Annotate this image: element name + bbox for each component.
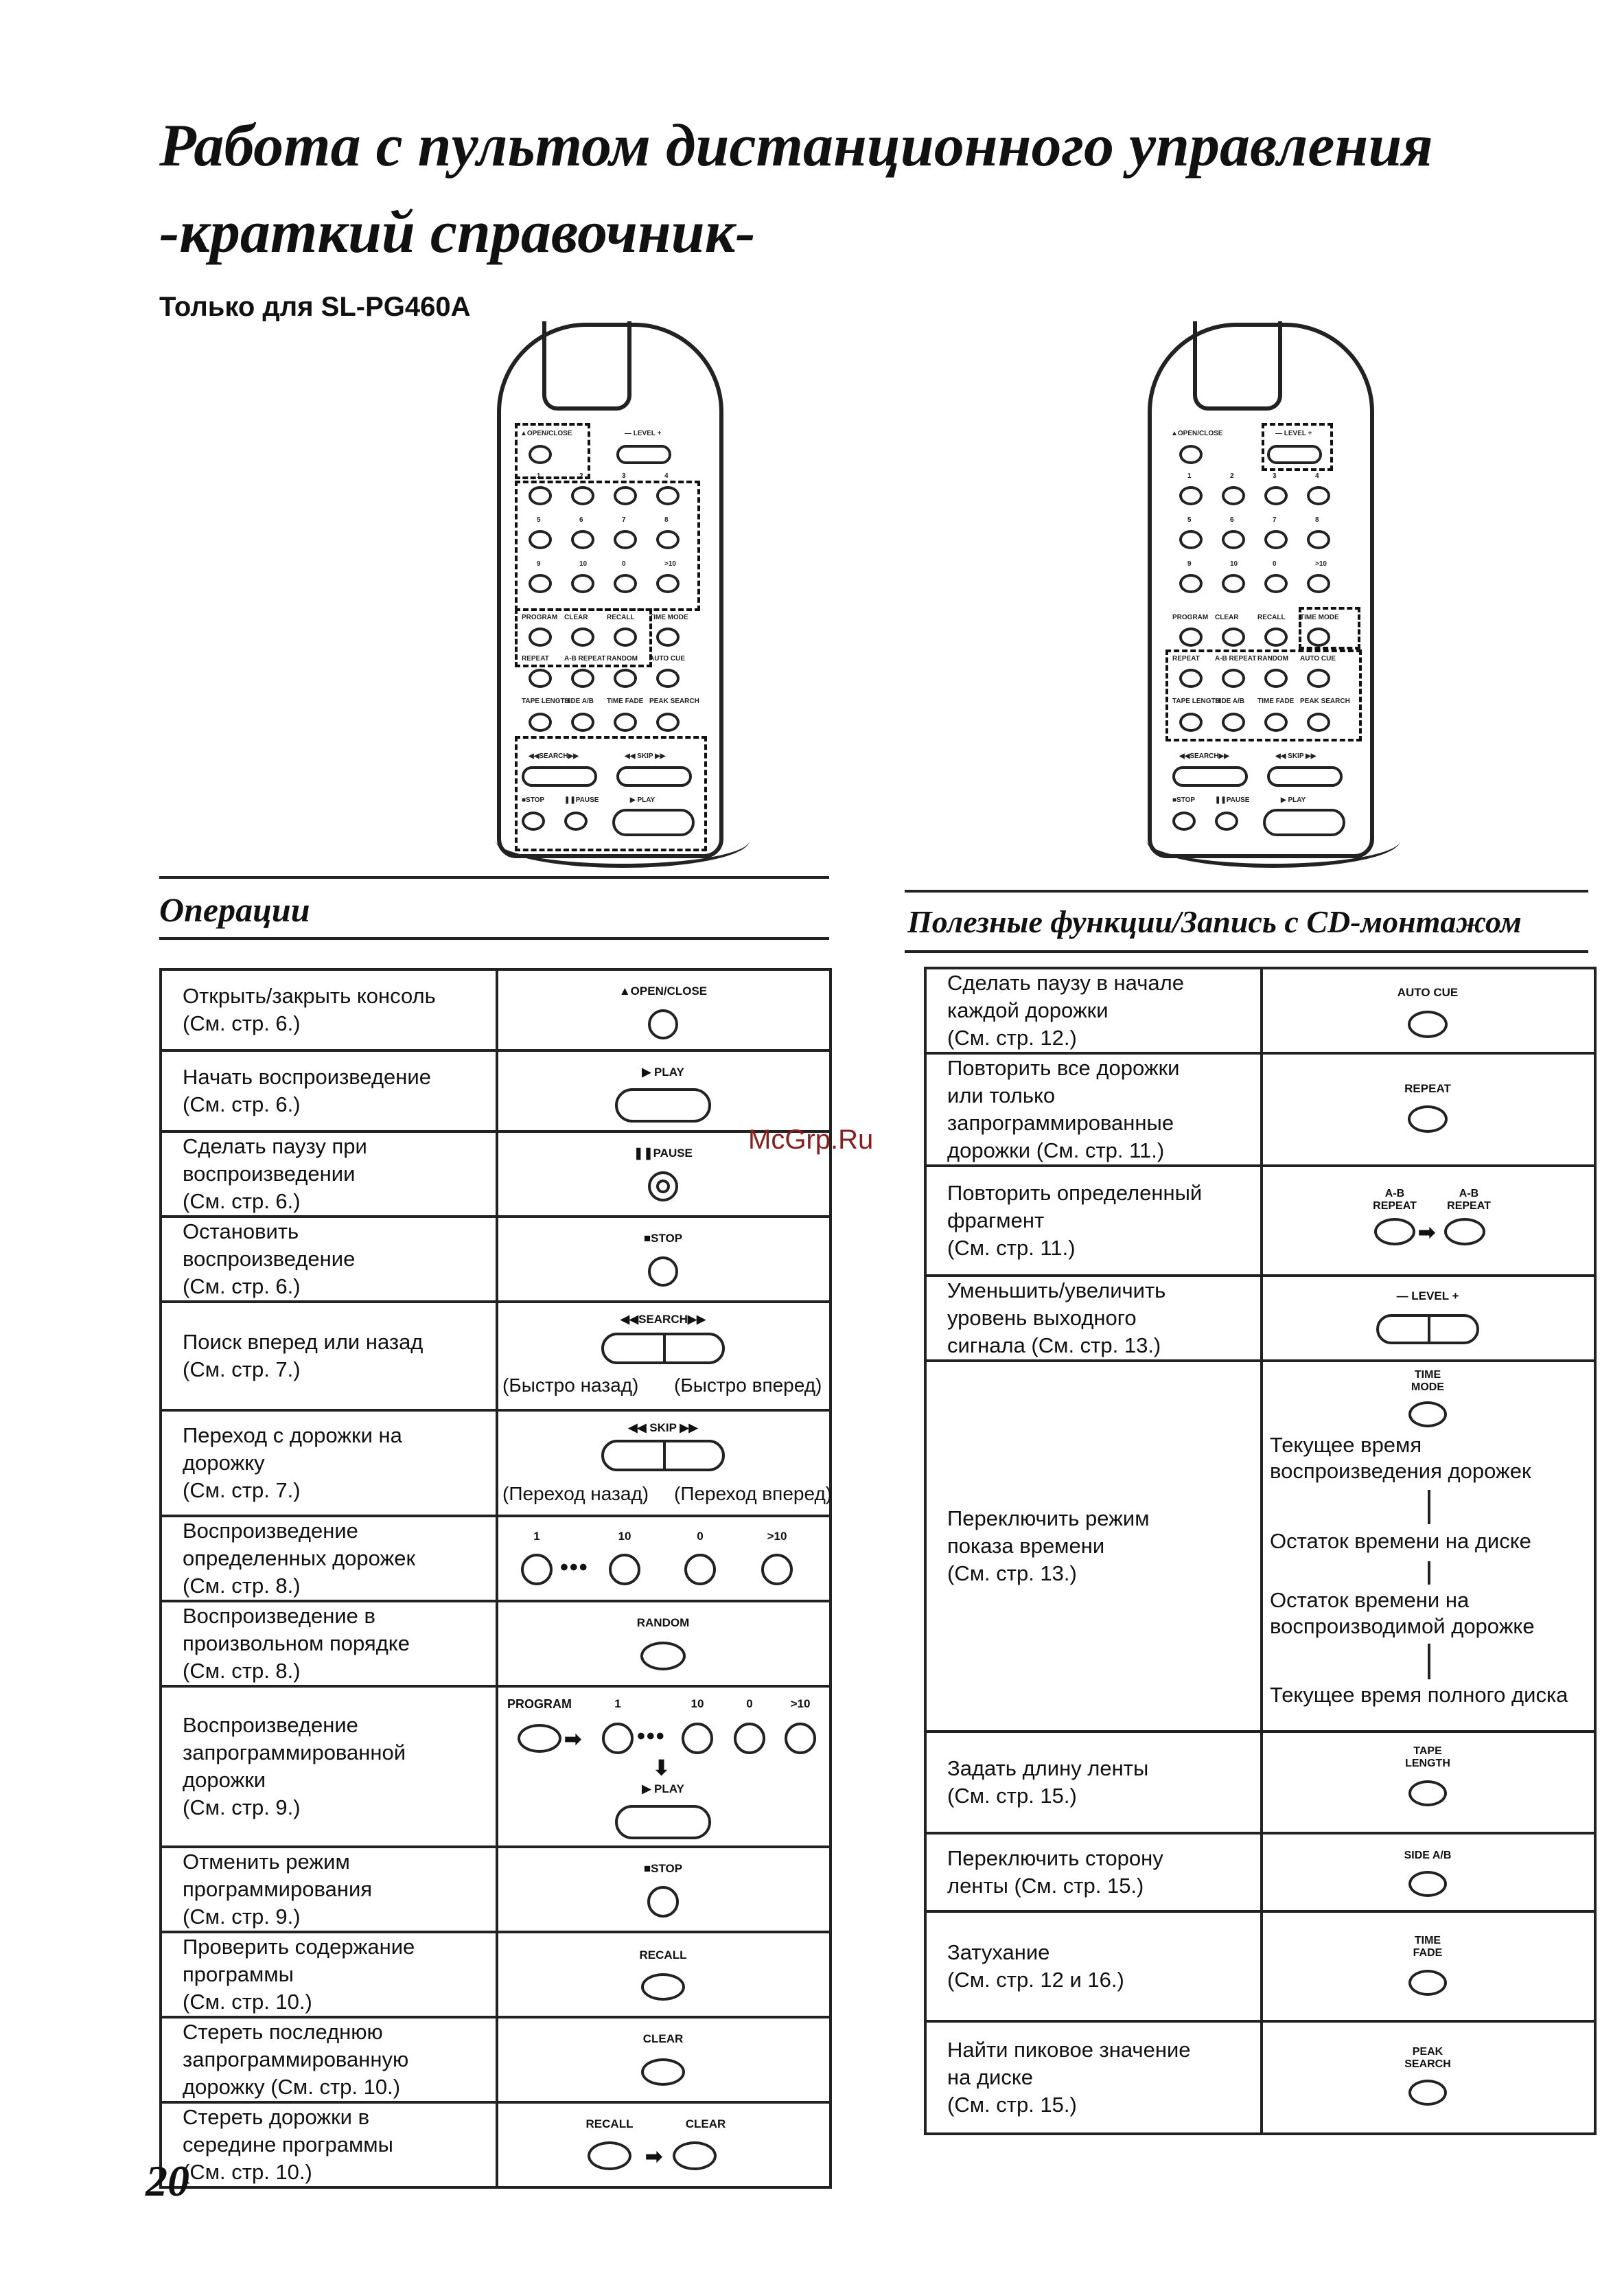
table-row xyxy=(925,1833,1595,1911)
remote-label-program: PROGRAM xyxy=(1172,614,1209,621)
divider xyxy=(159,876,829,879)
button-symbol-cell xyxy=(1262,1053,1595,1166)
button-symbol-cell xyxy=(497,1302,831,1410)
table-row xyxy=(161,2017,831,2102)
time-mode-button-icon xyxy=(1408,1401,1447,1427)
remote-button xyxy=(1307,530,1330,549)
button-label: REPEAT xyxy=(1404,1082,1451,1095)
operation-description: Остановить воспроизведение (См. стр. 6.) xyxy=(161,1217,497,1302)
remote-label-pause: ❚❚PAUSE xyxy=(564,796,599,804)
button-symbol-cell xyxy=(1262,1361,1595,1732)
remote-button xyxy=(571,669,594,688)
remote-illustration-left xyxy=(497,323,723,858)
title-line-2: -краткий справочник- xyxy=(159,199,756,266)
remote-label-n6: 6 xyxy=(579,516,583,524)
mode-arrow-line xyxy=(1428,1644,1430,1679)
remote-label-n2: 2 xyxy=(579,472,583,480)
remote-label-n9: 9 xyxy=(1187,560,1192,568)
number-button-icon xyxy=(602,1723,634,1754)
button-symbol-cell xyxy=(1262,1911,1595,2021)
ellipsis: ••• xyxy=(637,1723,666,1749)
mode-arrow-line xyxy=(1428,1490,1430,1524)
remote-label-skip: ◀◀ SKIP ▶▶ xyxy=(625,752,666,760)
remote-button xyxy=(1264,530,1288,549)
remote-label-play: ▶ PLAY xyxy=(630,796,656,804)
remote-label-random: RANDOM xyxy=(607,655,638,663)
remote-label-n_gt10: >10 xyxy=(664,560,676,568)
operation-description: Сделать паузу в начале каждой дорожки (См. стр. 12.) xyxy=(925,968,1262,1053)
remote-label-clear: CLEAR xyxy=(1215,614,1239,621)
remote-label-repeat: REPEAT xyxy=(1172,655,1200,663)
number-button-label: 1 xyxy=(614,1697,621,1710)
button-divider xyxy=(663,1334,666,1363)
remote-button xyxy=(1307,574,1330,593)
remote-label-n7: 7 xyxy=(622,516,626,524)
remote-label-n6: 6 xyxy=(1230,516,1234,524)
button-label: ■STOP xyxy=(643,1862,683,1875)
remote-label-n8: 8 xyxy=(1315,516,1319,524)
page-number: 20 xyxy=(146,2156,189,2205)
remote-label-time_mode: TIME MODE xyxy=(1300,614,1339,621)
arrow-down: ⬇ xyxy=(653,1757,671,1780)
remote-label-peak_search: PEAK SEARCH xyxy=(1300,698,1350,705)
remote-label-n1: 1 xyxy=(537,472,541,480)
operation-description: Отменить режим программирования (См. стр. 9.) xyxy=(161,1847,497,1932)
remote-label-n9: 9 xyxy=(537,560,541,568)
button-label: ■STOP xyxy=(643,1232,683,1245)
operation-description: Стереть последнюю запрограммированную дорожку (См. стр. 10.) xyxy=(161,2017,497,2102)
remote-label-n3: 3 xyxy=(1273,472,1277,480)
remote-label-stop: ■STOP xyxy=(1172,796,1196,804)
mode-disc-remaining: Остаток времени на диске xyxy=(1270,1529,1531,1553)
remote-level-button xyxy=(616,445,671,464)
table-row xyxy=(925,968,1595,1053)
operation-description: Воспроизведение в произвольном порядке (См. стр. 8.) xyxy=(161,1601,497,1686)
remote-button xyxy=(1222,574,1245,593)
button-symbol-cell xyxy=(497,1410,831,1516)
operation-description: Задать длину ленты (См. стр. 15.) xyxy=(925,1732,1262,1833)
remote-highlight-box xyxy=(1262,423,1333,471)
operation-description: Найти пиковое значение на диске (См. стр. 15.) xyxy=(925,2021,1262,2134)
caption-fast-back: (Быстро назад) xyxy=(502,1374,639,1396)
remote-label-n5: 5 xyxy=(537,516,541,524)
useful-heading: Полезные функции/Запись с CD-монтажом xyxy=(907,904,1522,939)
remote-label-n2: 2 xyxy=(1230,472,1234,480)
operation-description: Начать воспроизведение (См. стр. 6.) xyxy=(161,1050,497,1131)
mode-arrow-line xyxy=(1428,1561,1430,1585)
operation-description: Переключить режим показа времени (См. стр. 13.) xyxy=(925,1361,1262,1732)
remote-label-random: RANDOM xyxy=(1257,655,1288,663)
operation-description: Повторить определенный фрагмент (См. стр. 11.) xyxy=(925,1166,1262,1276)
table-row xyxy=(161,1686,831,1847)
remote-button xyxy=(1179,445,1203,464)
play-button-icon xyxy=(615,1805,711,1839)
remote-label-tape_length: TAPE LENGTH xyxy=(522,698,570,705)
remote-illustration-right xyxy=(1148,323,1374,858)
remote-label-n5: 5 xyxy=(1187,516,1192,524)
button-label: ❚❚PAUSE xyxy=(634,1147,693,1160)
play-button-icon xyxy=(615,1088,711,1123)
remote-label-side_ab: SIDE A/B xyxy=(1215,698,1244,705)
number-button-icon xyxy=(761,1554,793,1585)
remote-label-n7: 7 xyxy=(1273,516,1277,524)
operation-description: Воспроизведение запрограммированной дорожки (См. стр. 9.) xyxy=(161,1686,497,1847)
table-row xyxy=(925,1276,1595,1361)
button-label: ◀◀SEARCH▶▶ xyxy=(620,1313,706,1326)
remote-label-n4: 4 xyxy=(1315,472,1319,480)
skip-button-icon xyxy=(601,1440,725,1471)
recall-button-icon xyxy=(588,2141,631,2170)
operation-description: Повторить все дорожки или только запрограммированные дорожки (См. стр. 11.) xyxy=(925,1053,1262,1166)
button-divider xyxy=(1428,1315,1430,1343)
peak-search-label: PEAK SEARCH xyxy=(1404,2046,1451,2070)
number-button-label: >10 xyxy=(767,1530,787,1543)
button-symbol-cell xyxy=(497,1601,831,1686)
arrow-right: ➡ xyxy=(645,2146,663,2168)
side-ab-label: SIDE A/B xyxy=(1404,1850,1452,1861)
table-row xyxy=(161,1932,831,2017)
remote-button xyxy=(1179,574,1203,593)
divider xyxy=(159,937,829,940)
clear-button-icon xyxy=(673,2141,717,2170)
button-label: ▶ PLAY xyxy=(642,1066,684,1079)
ab-repeat-label: A-B REPEAT xyxy=(1447,1188,1491,1212)
button-symbol-cell xyxy=(1262,1276,1595,1361)
clear-button-icon xyxy=(641,2058,685,2086)
operation-description: Проверить содержание программы (См. стр. 10.) xyxy=(161,1932,497,2017)
remote-label-side_ab: SIDE A/B xyxy=(564,698,594,705)
remote-label-auto_cue: AUTO CUE xyxy=(649,655,686,663)
remote-button xyxy=(656,628,680,647)
side-ab-button-icon xyxy=(1408,1871,1447,1897)
useful-functions-table xyxy=(924,967,1597,2135)
time-mode-label: TIME MODE xyxy=(1411,1369,1444,1393)
caption-fast-forward: (Быстро вперед) xyxy=(674,1374,822,1396)
operation-description: Воспроизведение определенных дорожек (См. стр. 8.) xyxy=(161,1516,497,1601)
number-button-icon xyxy=(521,1554,553,1585)
remote-highlight-box xyxy=(515,608,652,667)
divider xyxy=(905,950,1588,953)
repeat-button-icon xyxy=(1408,1105,1448,1133)
remote-label-skip: ◀◀ SKIP ▶▶ xyxy=(1275,752,1316,760)
table-row xyxy=(161,1131,831,1217)
button-label: ▶ PLAY xyxy=(642,1782,684,1795)
remote-button xyxy=(1222,486,1245,505)
remote-button xyxy=(529,713,552,732)
table-row xyxy=(161,2102,831,2187)
remote-button xyxy=(1222,628,1245,647)
remote-button xyxy=(529,669,552,688)
number-button-label: 10 xyxy=(618,1530,631,1543)
button-label: RECALL xyxy=(639,1948,687,1962)
remote-label-ab_repeat: A-B REPEAT xyxy=(1215,655,1257,663)
remote-button xyxy=(614,713,637,732)
number-button-label: 10 xyxy=(691,1697,704,1710)
button-label: RECALL xyxy=(585,2117,634,2130)
caption-skip-forward: (Переход вперед) xyxy=(674,1483,833,1504)
remote-button xyxy=(1264,574,1288,593)
remote-label-auto_cue: AUTO CUE xyxy=(1300,655,1336,663)
remote-label-open_close: ▲OPEN/CLOSE xyxy=(520,430,572,437)
remote-label-n3: 3 xyxy=(622,472,626,480)
remote-label-stop: ■STOP xyxy=(522,796,545,804)
button-divider xyxy=(663,1441,666,1470)
remote-label-clear: CLEAR xyxy=(564,614,588,621)
operation-description: Открыть/закрыть консоль (См. стр. 6.) xyxy=(161,969,497,1050)
remote-button xyxy=(1307,486,1330,505)
remote-button xyxy=(1264,628,1288,647)
remote-button xyxy=(656,713,680,732)
table-row xyxy=(161,1217,831,1302)
remote-label-n8: 8 xyxy=(664,516,669,524)
remote-button xyxy=(1179,530,1203,549)
remote-label-open_close: ▲OPEN/CLOSE xyxy=(1171,430,1223,437)
remote-button xyxy=(614,669,637,688)
operation-description: Стереть дорожки в середине программы (См. стр. 10.) xyxy=(161,2102,497,2187)
button-symbol-cell xyxy=(497,1516,831,1601)
ellipsis: ••• xyxy=(560,1554,589,1580)
remote-label-n_gt10: >10 xyxy=(1315,560,1327,568)
pause-button-icon xyxy=(648,1171,678,1201)
button-symbol-cell xyxy=(1262,968,1595,1053)
button-symbol-cell xyxy=(497,1686,831,1847)
tape-length-button-icon xyxy=(1408,1780,1447,1806)
remote-play-button xyxy=(1263,809,1345,836)
number-button-icon xyxy=(682,1723,713,1754)
remote-button xyxy=(1179,486,1203,505)
auto-cue-button-icon xyxy=(1408,1011,1448,1038)
operation-description: Затухание (См. стр. 12 и 16.) xyxy=(925,1911,1262,2021)
button-symbol-cell xyxy=(497,2102,831,2187)
remote-label-n0: 0 xyxy=(1273,560,1277,568)
random-button-icon xyxy=(640,1642,686,1670)
ab-repeat-button-icon xyxy=(1374,1218,1415,1245)
remote-button xyxy=(656,669,680,688)
remote-search-button xyxy=(1172,766,1248,787)
watermark: McGrp.Ru xyxy=(748,1125,874,1155)
table-row xyxy=(925,2021,1595,2134)
operations-heading: Операции xyxy=(159,890,310,929)
button-label: RANDOM xyxy=(636,1616,690,1629)
mode-current-track: Текущее время воспроизведения дорожек xyxy=(1270,1433,1531,1483)
remote-label-ab_repeat: A-B REPEAT xyxy=(564,655,606,663)
remote-label-time_fade: TIME FADE xyxy=(1257,698,1295,705)
ab-repeat-button-icon xyxy=(1444,1218,1485,1245)
remote-label-recall: RECALL xyxy=(607,614,635,621)
operations-table xyxy=(159,968,832,2189)
button-label: CLEAR xyxy=(685,2117,726,2130)
operation-description: Уменьшить/увеличить уровень выходного сигнала (См. стр. 13.) xyxy=(925,1276,1262,1361)
remote-highlight-box xyxy=(515,481,700,611)
number-button-icon xyxy=(609,1554,640,1585)
program-button-icon xyxy=(518,1724,561,1753)
button-symbol-cell xyxy=(1262,1732,1595,1833)
button-symbol-cell xyxy=(1262,1833,1595,1911)
time-fade-label: TIME FADE xyxy=(1413,1935,1443,1959)
button-symbol-cell xyxy=(497,2017,831,2102)
button-symbol-cell xyxy=(497,1932,831,2017)
table-row xyxy=(925,1911,1595,2021)
model-subtitle: Только для SL-PG460A xyxy=(159,292,471,322)
number-button-label: 0 xyxy=(746,1697,753,1710)
remote-label-n1: 1 xyxy=(1187,472,1192,480)
number-button-label: 1 xyxy=(533,1530,540,1543)
table-row xyxy=(161,1050,831,1131)
time-fade-button-icon xyxy=(1408,1970,1447,1996)
remote-label-search: ◀◀SEARCH▶▶ xyxy=(1179,752,1229,760)
recall-button-icon xyxy=(641,1973,685,2001)
remote-highlight-box xyxy=(515,423,590,479)
arrow-right: ➡ xyxy=(1418,1221,1436,1244)
operation-description: Сделать паузу при воспроизведении (См. стр. 6.) xyxy=(161,1131,497,1217)
mode-current-disc: Текущее время полного диска xyxy=(1270,1683,1568,1707)
button-label: CLEAR xyxy=(642,2032,684,2045)
table-row xyxy=(161,1847,831,1932)
search-button-icon xyxy=(601,1333,725,1364)
table-row xyxy=(161,1601,831,1686)
mode-track-remaining: Остаток времени на воспроизводимой дорожке xyxy=(1270,1588,1535,1638)
ab-repeat-label: A-B REPEAT xyxy=(1373,1188,1417,1212)
remote-label-program: PROGRAM xyxy=(522,614,558,621)
number-button-icon xyxy=(684,1554,716,1585)
button-label: AUTO CUE xyxy=(1397,986,1459,999)
level-button-icon xyxy=(1376,1314,1479,1344)
remote-label-n4: 4 xyxy=(664,472,669,480)
operation-description: Переход с дорожки на дорожку (См. стр. 7.) xyxy=(161,1410,497,1516)
caption-skip-back: (Переход назад) xyxy=(502,1483,649,1504)
button-symbol-cell xyxy=(497,1050,831,1131)
remote-button xyxy=(1222,530,1245,549)
operation-description: Переключить сторону ленты (См. стр. 15.) xyxy=(925,1833,1262,1911)
remote-button xyxy=(571,713,594,732)
table-row xyxy=(161,1516,831,1601)
button-label: ◀◀ SKIP ▶▶ xyxy=(628,1421,698,1434)
button-symbol-cell xyxy=(1262,1166,1595,1276)
button-symbol-cell xyxy=(497,969,831,1050)
level-label: — LEVEL + xyxy=(1396,1289,1459,1302)
remote-label-time_fade: TIME FADE xyxy=(607,698,644,705)
remote-button xyxy=(1215,812,1238,831)
remote-label-recall: RECALL xyxy=(1257,614,1286,621)
divider xyxy=(905,890,1588,893)
number-button-label: >10 xyxy=(790,1697,811,1710)
remote-label-time_mode: TIME MODE xyxy=(649,614,688,621)
button-symbol-cell xyxy=(1262,2021,1595,2134)
table-row xyxy=(925,1361,1595,1732)
remote-label-tape_length: TAPE LENGTH xyxy=(1172,698,1220,705)
stop-button-icon xyxy=(648,1256,678,1287)
remote-highlight-box xyxy=(1299,607,1360,649)
remote-highlight-box xyxy=(1165,649,1362,741)
remote-label-pause: ❚❚PAUSE xyxy=(1215,796,1250,804)
table-row xyxy=(161,1410,831,1516)
table-row xyxy=(161,1302,831,1410)
remote-label-repeat: REPEAT xyxy=(522,655,549,663)
tape-length-label: TAPE LENGTH xyxy=(1405,1745,1450,1769)
table-row xyxy=(925,1732,1595,1833)
arrow-right: ➡ xyxy=(564,1728,582,1751)
remote-button xyxy=(1264,486,1288,505)
remote-label-peak_search: PEAK SEARCH xyxy=(649,698,699,705)
remote-label-n10: 10 xyxy=(1230,560,1238,568)
title-line-1: Работа с пультом дистанционного управления xyxy=(159,113,1433,179)
number-button-icon xyxy=(785,1723,816,1754)
remote-label-n0: 0 xyxy=(622,560,626,568)
table-row xyxy=(925,1166,1595,1276)
program-button-label: PROGRAM xyxy=(507,1697,572,1711)
remote-button xyxy=(1172,812,1196,831)
remote-label-play: ▶ PLAY xyxy=(1281,796,1306,804)
remote-highlight-box xyxy=(515,736,707,851)
table-row xyxy=(161,969,831,1050)
button-symbol-cell xyxy=(497,1847,831,1932)
button-label: ▲OPEN/CLOSE xyxy=(618,985,708,998)
remote-label-level: — LEVEL + xyxy=(1275,430,1312,437)
operation-description: Поиск вперед или назад (См. стр. 7.) xyxy=(161,1302,497,1410)
remote-label-n10: 10 xyxy=(579,560,588,568)
number-button-icon xyxy=(734,1723,765,1754)
number-button-label: 0 xyxy=(697,1530,704,1543)
open-close-button-icon xyxy=(648,1009,678,1039)
button-symbol-cell xyxy=(497,1217,831,1302)
remote-button xyxy=(1179,628,1203,647)
table-row xyxy=(925,1053,1595,1166)
page-title xyxy=(159,103,1587,276)
remote-skip-button xyxy=(1267,766,1343,787)
remote-label-level: — LEVEL + xyxy=(625,430,662,437)
peak-search-button-icon xyxy=(1408,2080,1447,2106)
remote-label-search: ◀◀SEARCH▶▶ xyxy=(529,752,579,760)
stop-button-icon xyxy=(647,1886,679,1918)
